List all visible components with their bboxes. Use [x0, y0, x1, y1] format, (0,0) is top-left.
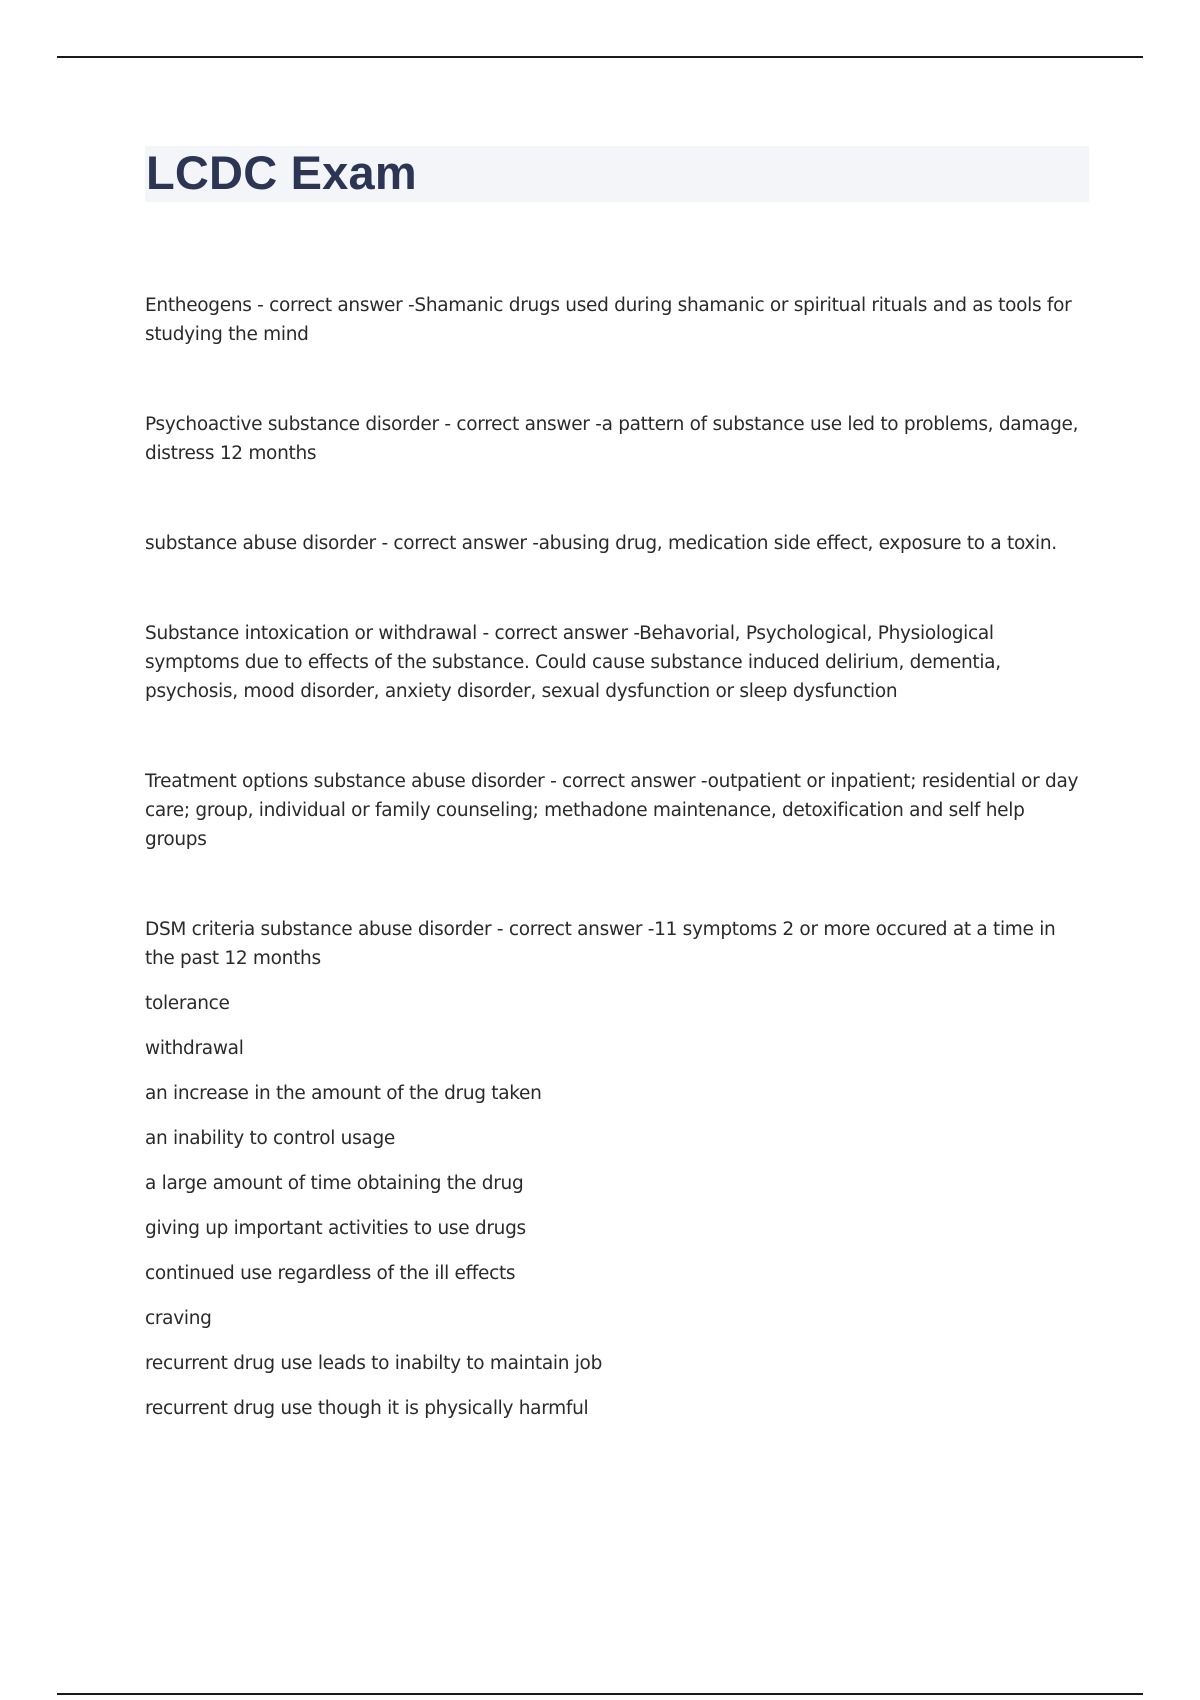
qa-term: DSM criteria substance abuse disorder	[145, 919, 492, 940]
qa-separator: - correct answer -	[251, 295, 415, 316]
criteria-item: recurrent drug use leads to inabilty to maintain job	[145, 1353, 603, 1374]
qa-separator: - correct answer -	[544, 771, 708, 792]
qa-entry	[145, 410, 1090, 468]
criteria-item: craving	[145, 1308, 212, 1329]
qa-answer: a pattern of substance use led to problems, damage, distress 12 months	[145, 414, 1079, 464]
qa-separator: - correct answer -	[438, 414, 602, 435]
qa-term: Entheogens	[145, 295, 252, 316]
bottom-rule	[57, 1693, 1143, 1695]
qa-answer: abusing drug, medication side effect, exposure to a toxin.	[538, 533, 1057, 554]
qa-answer: outpatient or inpatient; residential or day care; group, individual or family counseling; methadone maintenance, detoxification and self help groups	[145, 771, 1079, 850]
qa-answer: Behavorial, Psychological, Physiological symptoms due to effects of the substance. Could cause substance induced delirium, dementia, psychosis, mood disorder, anxiety disorder, sexual dysfunction or sleep dysfunction	[145, 623, 1001, 702]
criteria-item: continued use regardless of the ill effects	[145, 1263, 516, 1284]
qa-separator: - correct answer -	[375, 533, 539, 554]
criteria-item: recurrent drug use though it is physically harmful	[145, 1398, 589, 1419]
qa-separator: - correct answer -	[491, 919, 655, 940]
document-body	[145, 291, 1090, 1439]
qa-term: Substance intoxication or withdrawal	[145, 623, 477, 644]
criteria-item: an increase in the amount of the drug taken	[145, 1083, 542, 1104]
qa-term: Psychoactive substance disorder	[145, 414, 439, 435]
criteria-item: tolerance	[145, 993, 230, 1014]
qa-entry	[145, 767, 1090, 854]
document-title: LCDC Exam	[146, 146, 417, 199]
qa-term: substance abuse disorder	[145, 533, 376, 554]
criteria-item: a large amount of time obtaining the drug	[145, 1173, 524, 1194]
qa-separator: - correct answer -	[476, 623, 640, 644]
qa-entry	[145, 619, 1090, 706]
criteria-item: giving up important activities to use drugs	[145, 1218, 526, 1239]
criteria-item: an inability to control usage	[145, 1128, 395, 1149]
qa-term: Treatment options substance abuse disorder	[145, 771, 545, 792]
top-rule	[57, 56, 1143, 58]
criteria-list	[145, 989, 1090, 1423]
qa-entry	[145, 529, 1090, 558]
qa-entry	[145, 915, 1090, 973]
qa-answer: Shamanic drugs used during shamanic or spiritual rituals and as tools for studying the mind	[145, 295, 1072, 345]
qa-entry	[145, 291, 1090, 349]
qa-answer: 11 symptoms 2 or more occured at a time in the past 12 months	[145, 919, 1056, 969]
criteria-item: withdrawal	[145, 1038, 244, 1059]
